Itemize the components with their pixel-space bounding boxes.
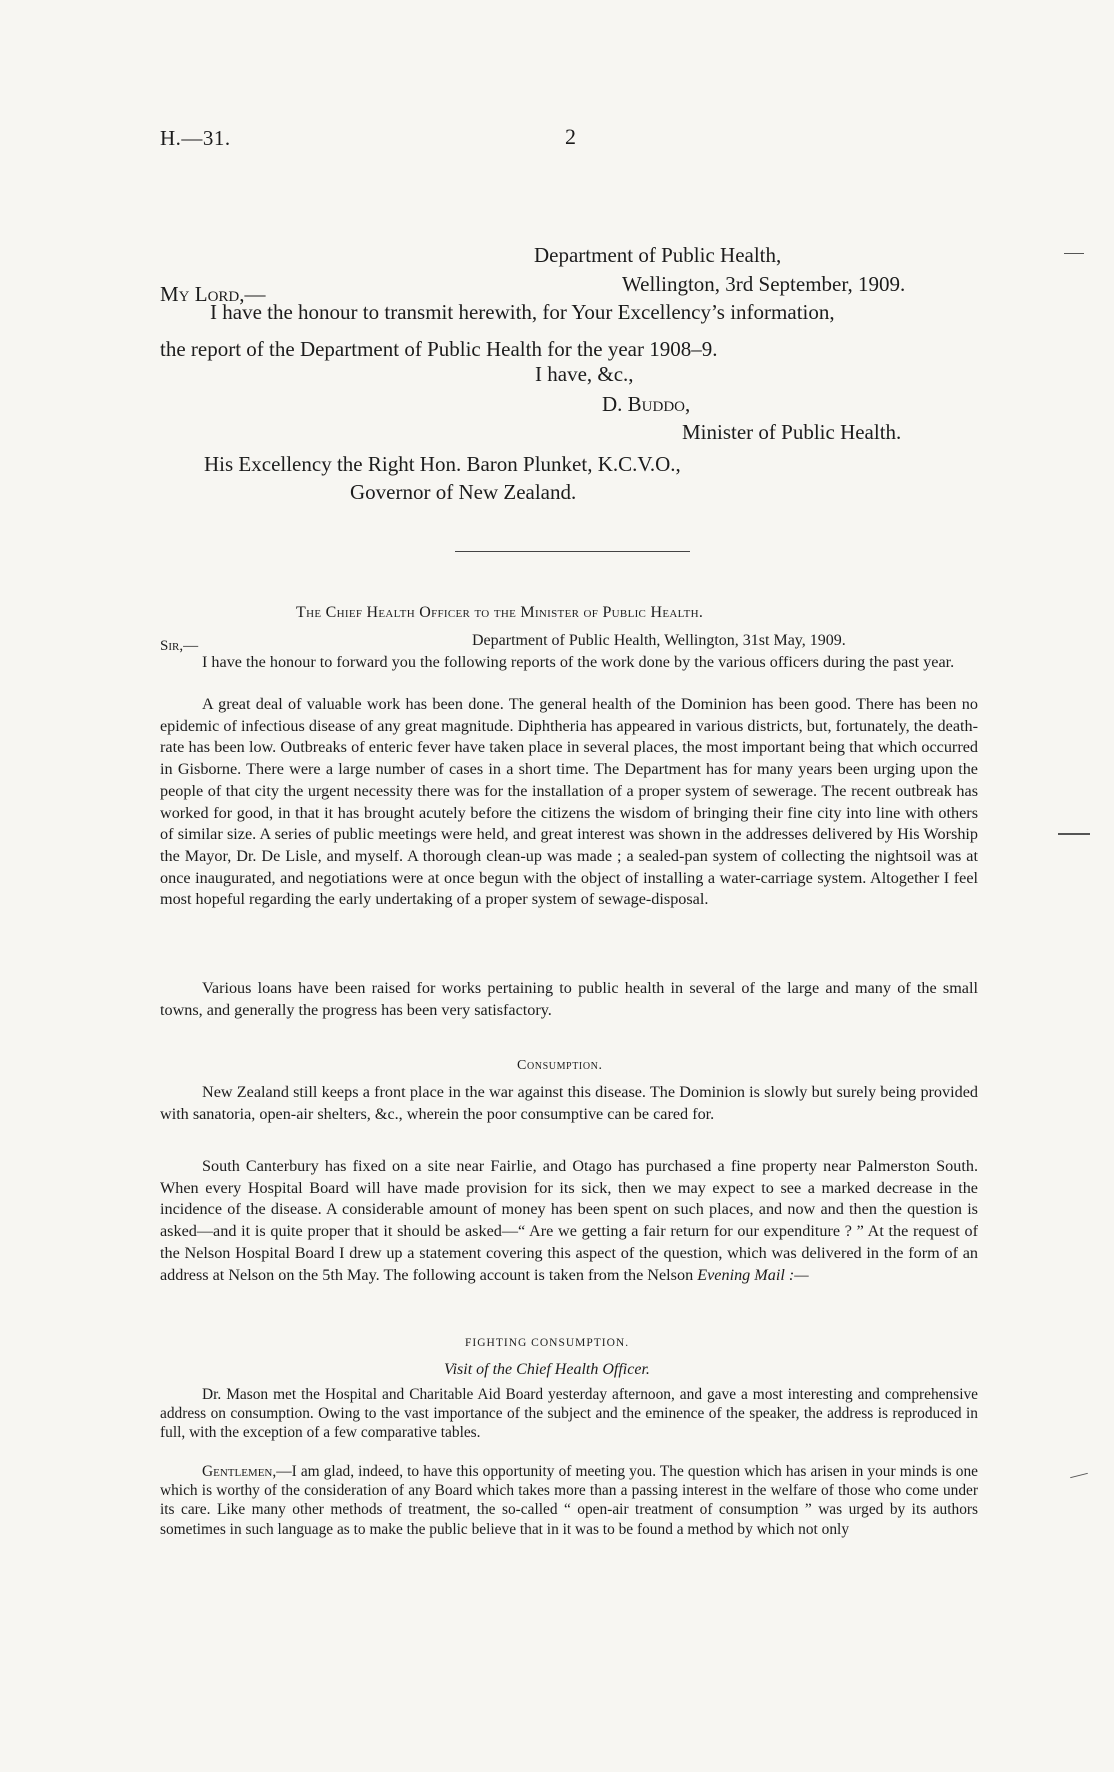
report-loans-paragraph: Various loans have been raised for works pertaining to public health in several of the large and many of the small towns, and generally the progress has been very satisfactory. <box>160 979 978 1019</box>
letter-date: Wellington, 3rd September, 1909. <box>622 272 906 296</box>
consumption-paragraph-1: New Zealand still keeps a front place in the war against this disease. The Dominion is slowly but surely being provided with sanatoria, open-air shelters, &c., wherein the poor consumptive can be cared for. <box>160 1083 978 1123</box>
letter-signature: D. Buddo, <box>602 392 691 416</box>
section-divider <box>455 551 690 552</box>
consumption-paragraph-2 <box>160 1156 978 1286</box>
address-paragraph <box>160 1462 978 1539</box>
report-health-paragraph: A great deal of valuable work has been done. The general health of the Dominion has been good. There has been no epidemic of infectious disease of any great magnitude. Diphtheria has appeared in various districts, but, fortunately, the death-rate has been low. Outbreaks of enteric fever have taken place in several places, the most important being that which occurred in Gisborne. There were a large number of cases in a short time. The Department has for many years been urging upon the people of that city the urgent necessity there was for the installation of a proper system of sewerage. The recent outbreak has worked for good, in that it has brought acutely before the citizens the wisdom of bringing their fine city into line with others of similar size. A series of public meetings were held, and great interest was shown in the addresses delivered by His Worship the Mayor, Dr. De Lisle, and myself. A thorough clean-up was made ; a sealed-pan system of collecting the nightsoil was at once inaugurated, and negotiations were at once begun with the object of installing a water-carriage system. Altogether I feel most hopeful regarding the early undertaking of a proper system of sewage-disposal. <box>160 695 978 909</box>
section-heading-consumption: Consumption. <box>517 1058 603 1073</box>
letter-signatory-title: Minister of Public Health. <box>682 420 902 444</box>
consumption-paragraph-2-text: South Canterbury has fixed on a site near Fairlie, and Otago has purchased a fine property near Palmerston South. When every Hospital Board will have made provision for its sick, then we may expect to see a marked decrease in the incidence of the disease. A considerable amount of money has been spent on such places, and now and then the question is asked—and it is quite proper that it should be asked—“ Are we getting a fair return for our expenditure ? ” At the request of the Nelson Hospital Board I drew up a statement covering this aspect of the question, which was delivered in the form of an address at Nelson on the 5th May. The following account is taken from the Nelson <box>160 1157 978 1284</box>
newspaper-name: Evening Mail :— <box>697 1265 809 1284</box>
report-salutation: Sir,— <box>160 638 199 654</box>
letter-closing: I have, &c., <box>535 362 634 386</box>
report-heading: The Chief Health Officer to the Minister of Public Health. <box>296 604 704 621</box>
letter-addressee-line-1: His Excellency the Right Hon. Baron Plunket, K.C.V.O., <box>204 452 681 476</box>
section-heading-fighting-consumption: FIGHTING CONSUMPTION. <box>465 1337 630 1349</box>
letter-body-line-1: I have the honour to transmit herewith, for Your Excellency’s information, <box>210 300 835 324</box>
margin-mark <box>1058 833 1090 835</box>
letter-salutation: My Lord,— <box>160 282 266 306</box>
address-salutation: Gentlemen, <box>202 1463 277 1480</box>
margin-mark <box>1064 253 1084 254</box>
report-intro-paragraph: I have the honour to forward you the following reports of the work done by the various officers during the past year. <box>202 653 955 671</box>
letter-body-line-2: the report of the Department of Public Health for the year 1908–9. <box>160 337 718 361</box>
letter-addressee-line-2: Governor of New Zealand. <box>350 480 577 504</box>
address-text: —I am glad, indeed, to have this opportunity of meeting you. The question which has arisen in your minds is one which is worthy of the consideration of any Board which takes more than a passing interest in the welfare of those who come under its care. Like many other methods of treatment, the so-called “ open-air treatment of consumption ” was urged by its authors sometimes in such language as to make the public believe that in it was to be found a method by which not only <box>160 1463 978 1538</box>
page-number: 2 <box>565 124 576 149</box>
document-code: H.—31. <box>160 126 231 150</box>
subheading-visit: Visit of the Chief Health Officer. <box>444 1361 650 1378</box>
report-dept-date: Department of Public Health, Wellington, 31st May, 1909. <box>472 632 846 649</box>
mason-paragraph: Dr. Mason met the Hospital and Charitable Aid Board yesterday afternoon, and gave a most interesting and comprehensive address on consumption. Owing to the vast importance of the subject and the eminence of the speaker, the address is reproduced in full, with the exception of a few comparative tables. <box>160 1386 978 1442</box>
margin-mark <box>1070 1473 1088 1478</box>
letter-dept: Department of Public Health, <box>534 243 782 267</box>
